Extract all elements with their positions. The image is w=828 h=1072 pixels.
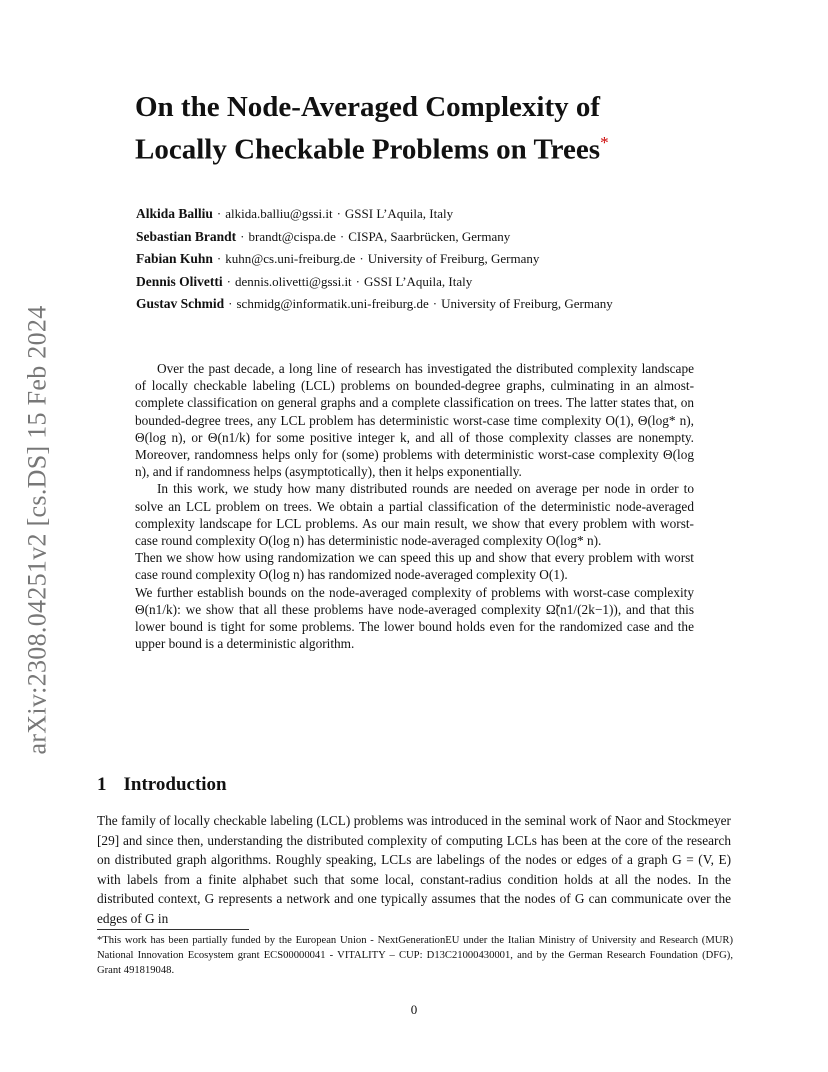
separator: · <box>355 273 361 289</box>
separator: · <box>359 251 364 266</box>
author-name: Gustav Schmid <box>136 296 225 311</box>
footnote: *This work has been partially funded by the European Union - NextGenerationEU under the Italian Ministry of University and Research (MUR) National Innovation Ecosystem grant ECS00000041 - VITALITY – CUP: D13C21000430001, and by the German Research Foundation (DFG), Grant 491819048. <box>97 935 733 976</box>
author-email[interactable]: kuhn@cs.uni-freiburg.de <box>225 251 356 266</box>
paper-title <box>135 90 735 168</box>
abstract-paragraph-2: In this work, we study how many distributed rounds are needed on average per node in order to solve an LCL problem on trees. We obtain a partial classification of the deterministic node-averaged complexity landscape for LCL problems. As our main result, we show that every problem with worst-case round complexity O(log n) has deterministic node-averaged complexity O(log* n). <box>135 481 694 549</box>
author-entry <box>136 271 756 294</box>
section-number: 1 <box>97 774 107 795</box>
author-entry <box>136 203 756 226</box>
separator: · <box>226 273 231 289</box>
author-name: Fabian Kuhn <box>136 251 213 266</box>
page-number: 0 <box>410 1002 418 1017</box>
footnote-rule <box>97 929 249 930</box>
title-line-2: Locally Checkable Problems on Trees <box>135 133 601 166</box>
title-footnote-mark[interactable]: * <box>600 133 609 152</box>
arxiv-identifier <box>18 300 58 760</box>
author-name: Alkida Balliu <box>136 206 213 221</box>
intro-paragraph: The family of locally checkable labeling (LCL) problems was introduced in the seminal work of Naor and Stockmeyer [29] and since then, understanding the distributed complexity of computing LCLs has been at the core of the research on distributed graph algorithms. Roughly speaking, LCLs are labelings of the nodes or edges of a graph G = (V, E) with labels from a finite alphabet such that some local, constant-radius condition holds at all the nodes. In the distributed context, G represents a network and one typically assumes that the nodes of G can communicate over the edges of G in <box>97 813 731 926</box>
author-list <box>136 203 756 316</box>
section-heading <box>97 774 227 796</box>
author-entry <box>136 226 756 249</box>
separator: · <box>336 206 341 221</box>
author-email[interactable]: alkida.balliu@gssi.it <box>225 206 333 221</box>
separator: · <box>216 206 222 221</box>
author-email[interactable]: dennis.olivetti@gssi.it <box>234 273 352 289</box>
author-affiliation: GSSI L’Aquila, Italy <box>364 273 473 289</box>
title-line-1: On the Node-Averaged Complexity of <box>135 91 601 123</box>
separator: · <box>240 228 245 244</box>
abstract <box>135 360 694 652</box>
abstract-paragraph-4: We further establish bounds on the node-averaged complexity of problems with worst-case complexity Θ(n1/k): we show that all these problems have node-averaged complexity Ω̃(n1/(2k−1)), and that this lower bound is tight for some problems. The lower bound holds even for the randomized case and the upper bound is a deterministic algorithm. <box>135 584 694 652</box>
author-affiliation: GSSI L’Aquila, Italy <box>344 206 454 221</box>
abstract-paragraph-1: Over the past decade, a long line of research has investigated the distributed complexity landscape of locally checkable labeling (LCL) problems on bounded-degree graphs, culminating in an almost-complete classification on general graphs and a complete classification on trees. The latter states that, on bounded-degree trees, any LCL problem has deterministic worst-case time complexity O(1), Θ(log* n), Θ(log n), or Θ(n1/k) for some positive integer k, and all of those complexity classes are nonempty. Moreover, randomness helps only for (some) problems with deterministic worst-case complexity Θ(log n), and if randomness helps (asymptotically), then it helps exponentially. <box>135 361 694 480</box>
author-name: Dennis Olivetti <box>136 273 223 289</box>
section-title: Introduction <box>123 774 227 795</box>
abstract-paragraph-3: Then we show how using randomization we can speed this up and show that every problem with worst case round complexity O(log n) has randomized node-averaged complexity O(1). <box>135 550 694 583</box>
separator: · <box>339 228 345 244</box>
author-entry <box>136 248 756 271</box>
author-affiliation: University of Freiburg, Germany <box>367 251 540 266</box>
author-affiliation: University of Freiburg, Germany <box>441 296 613 311</box>
author-entry <box>136 293 756 316</box>
author-email[interactable]: brandt@cispa.de <box>248 228 336 244</box>
separator: · <box>432 296 438 311</box>
separator: · <box>228 296 233 311</box>
arxiv-identifier-text: arXiv:2308.04251v2 [cs.DS] 15 Feb 2024 <box>23 305 53 755</box>
separator: · <box>216 251 222 266</box>
author-email[interactable]: schmidg@informatik.uni-freiburg.de <box>236 296 429 311</box>
author-affiliation: CISPA, Saarbrücken, Germany <box>348 228 511 244</box>
author-name: Sebastian Brandt <box>136 228 237 244</box>
